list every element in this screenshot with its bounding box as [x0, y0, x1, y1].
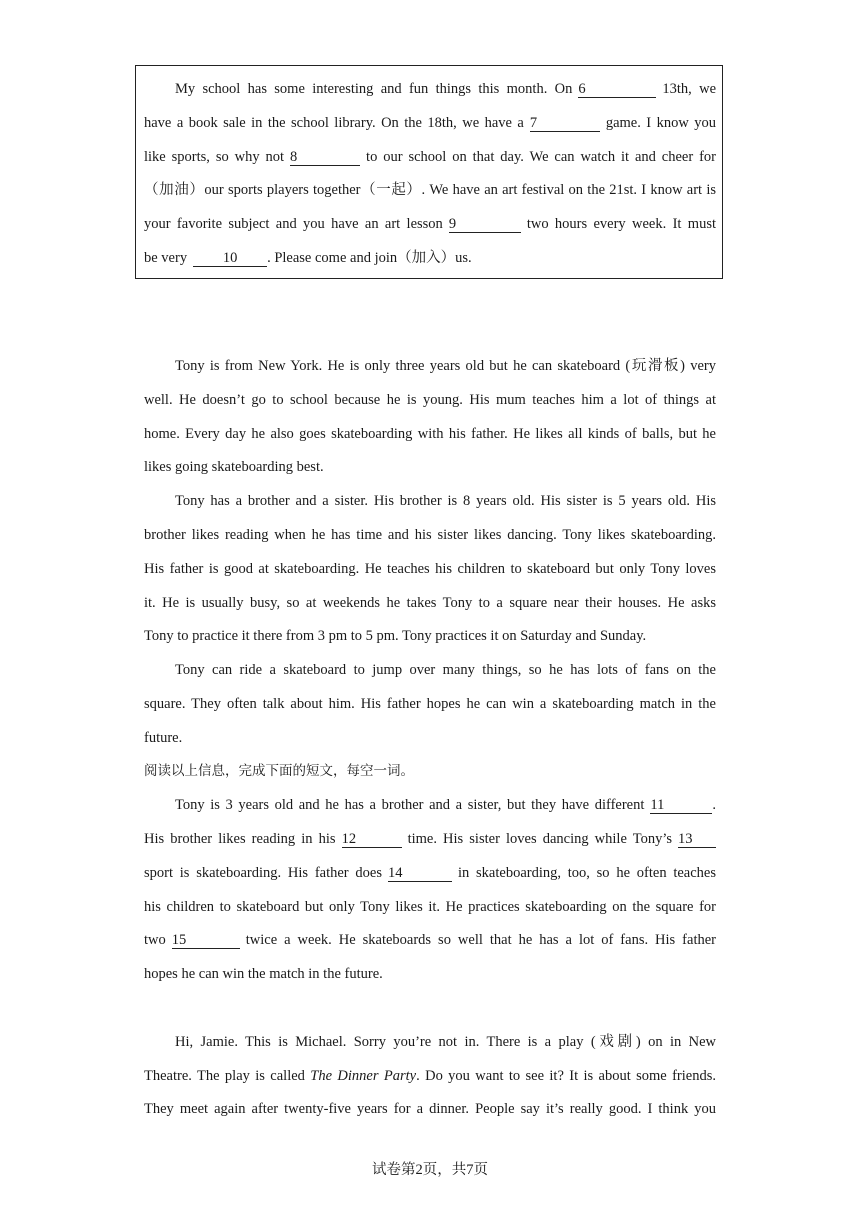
text-segment: Tony is 3 years old and he has a brother and a sister, but they have different [175, 797, 645, 813]
text-segment: Theatre. The play is called [144, 1068, 305, 1084]
text-segment: twice a week. He skateboards so well that he has a lot of fans. His father [245, 932, 716, 948]
text-segment: sport is skateboarding. His father does [144, 865, 382, 881]
text-segment: . [712, 797, 716, 813]
text-segment: in skateboarding, too, so he often teaches [457, 865, 716, 881]
text-segment: have a book sale in the school library. On the 18th, we have a [144, 115, 524, 131]
text-line [144, 147, 716, 167]
text-segment: time. His sister loves dancing while Tony’s [407, 831, 672, 847]
page-footer: 试卷第2页，共7页 [372, 1162, 488, 1178]
text-line: Tony can ride a skateboard to jump over many things, so he has lots of fans on the [175, 662, 716, 678]
text-line: They meet again after twenty-five years for a dinner. People say it’s really good. I think you [144, 1101, 716, 1117]
text-line [175, 79, 716, 99]
blank-9[interactable]: 9 [449, 216, 521, 233]
text-line [144, 863, 716, 883]
text-segment: . Please come and join（加入）us. [267, 250, 472, 266]
text-segment: your favorite subject and you have an art lesson [144, 216, 443, 232]
text-line: hopes he can win the match in the future. [144, 966, 383, 982]
text-line [175, 795, 716, 815]
text-line [144, 113, 716, 133]
blank-11[interactable]: 11 [650, 797, 712, 814]
blank-8[interactable]: 8 [290, 149, 360, 166]
text-segment: to our school on that day. We can watch it and cheer for [366, 149, 716, 165]
text-line: future. [144, 730, 183, 746]
text-line: square. They often talk about him. His father hopes he can win a skateboarding match in the [144, 696, 716, 712]
text-line [144, 1066, 716, 1086]
text-segment: . Do you want to see it? It is about some friends. [416, 1068, 716, 1084]
text-line [144, 829, 716, 849]
text-line: Tony to practice it there from 3 pm to 5 pm. Tony practices it on Saturday and Sunday. [144, 628, 647, 644]
text-line: brother likes reading when he has time and his sister likes dancing. Tony likes skateboarding. [144, 527, 716, 543]
text-segment: His brother likes reading in his [144, 831, 336, 847]
text-line [144, 930, 716, 950]
text-line: likes going skateboarding best. [144, 459, 324, 475]
text-segment: two [144, 932, 166, 948]
text-segment: like sports, so why not [144, 149, 285, 165]
text-line: his children to skateboard but only Tony likes it. He practices skateboarding on the square for [144, 899, 716, 915]
text-line: （加油）our sports players together（一起）. We have an art festival on the 21st. I know art is [144, 182, 716, 198]
text-segment: My school has some interesting and fun things this month. On [175, 81, 573, 97]
text-segment: game. I know you [605, 115, 716, 131]
blank-7[interactable]: 7 [530, 115, 600, 132]
text-line: Tony is from New York. He is only three years old but he can skateboard (玩滑板) very [175, 358, 716, 374]
blank-6[interactable]: 6 [578, 81, 656, 98]
text-line: it. He is usually busy, so at weekends he takes Tony to a square near their houses. He asks [144, 595, 716, 611]
blank-10[interactable]: 10 [193, 250, 267, 267]
blank-14[interactable]: 14 [388, 865, 452, 882]
text-segment: 13th, we [662, 81, 717, 97]
text-line [144, 248, 472, 268]
text-line [144, 214, 716, 234]
text-line: home. Every day he also goes skateboarding with his father. He likes all kinds of balls, but he [144, 426, 716, 442]
blank-15[interactable]: 15 [172, 932, 240, 949]
text-segment: be very [144, 250, 188, 266]
text-line: His father is good at skateboarding. He teaches his children to skateboard but only Tony loves [144, 561, 716, 577]
play-title: The Dinner Party [310, 1068, 417, 1084]
text-line: well. He doesn’t go to school because he is young. His mum teaches him a lot of things at [144, 392, 716, 408]
blank-13[interactable]: 13 [678, 831, 716, 848]
blank-12[interactable]: 12 [342, 831, 402, 848]
text-line: Tony has a brother and a sister. His brother is 8 years old. His sister is 5 years old. His [175, 493, 716, 509]
text-line: Hi, Jamie. This is Michael. Sorry you’re not in. There is a play (戏剧) on in New [175, 1034, 716, 1050]
instruction: 阅读以上信息，完成下面的短文，每空一词。 [144, 763, 414, 779]
text-segment: two hours every week. It must [526, 216, 716, 232]
